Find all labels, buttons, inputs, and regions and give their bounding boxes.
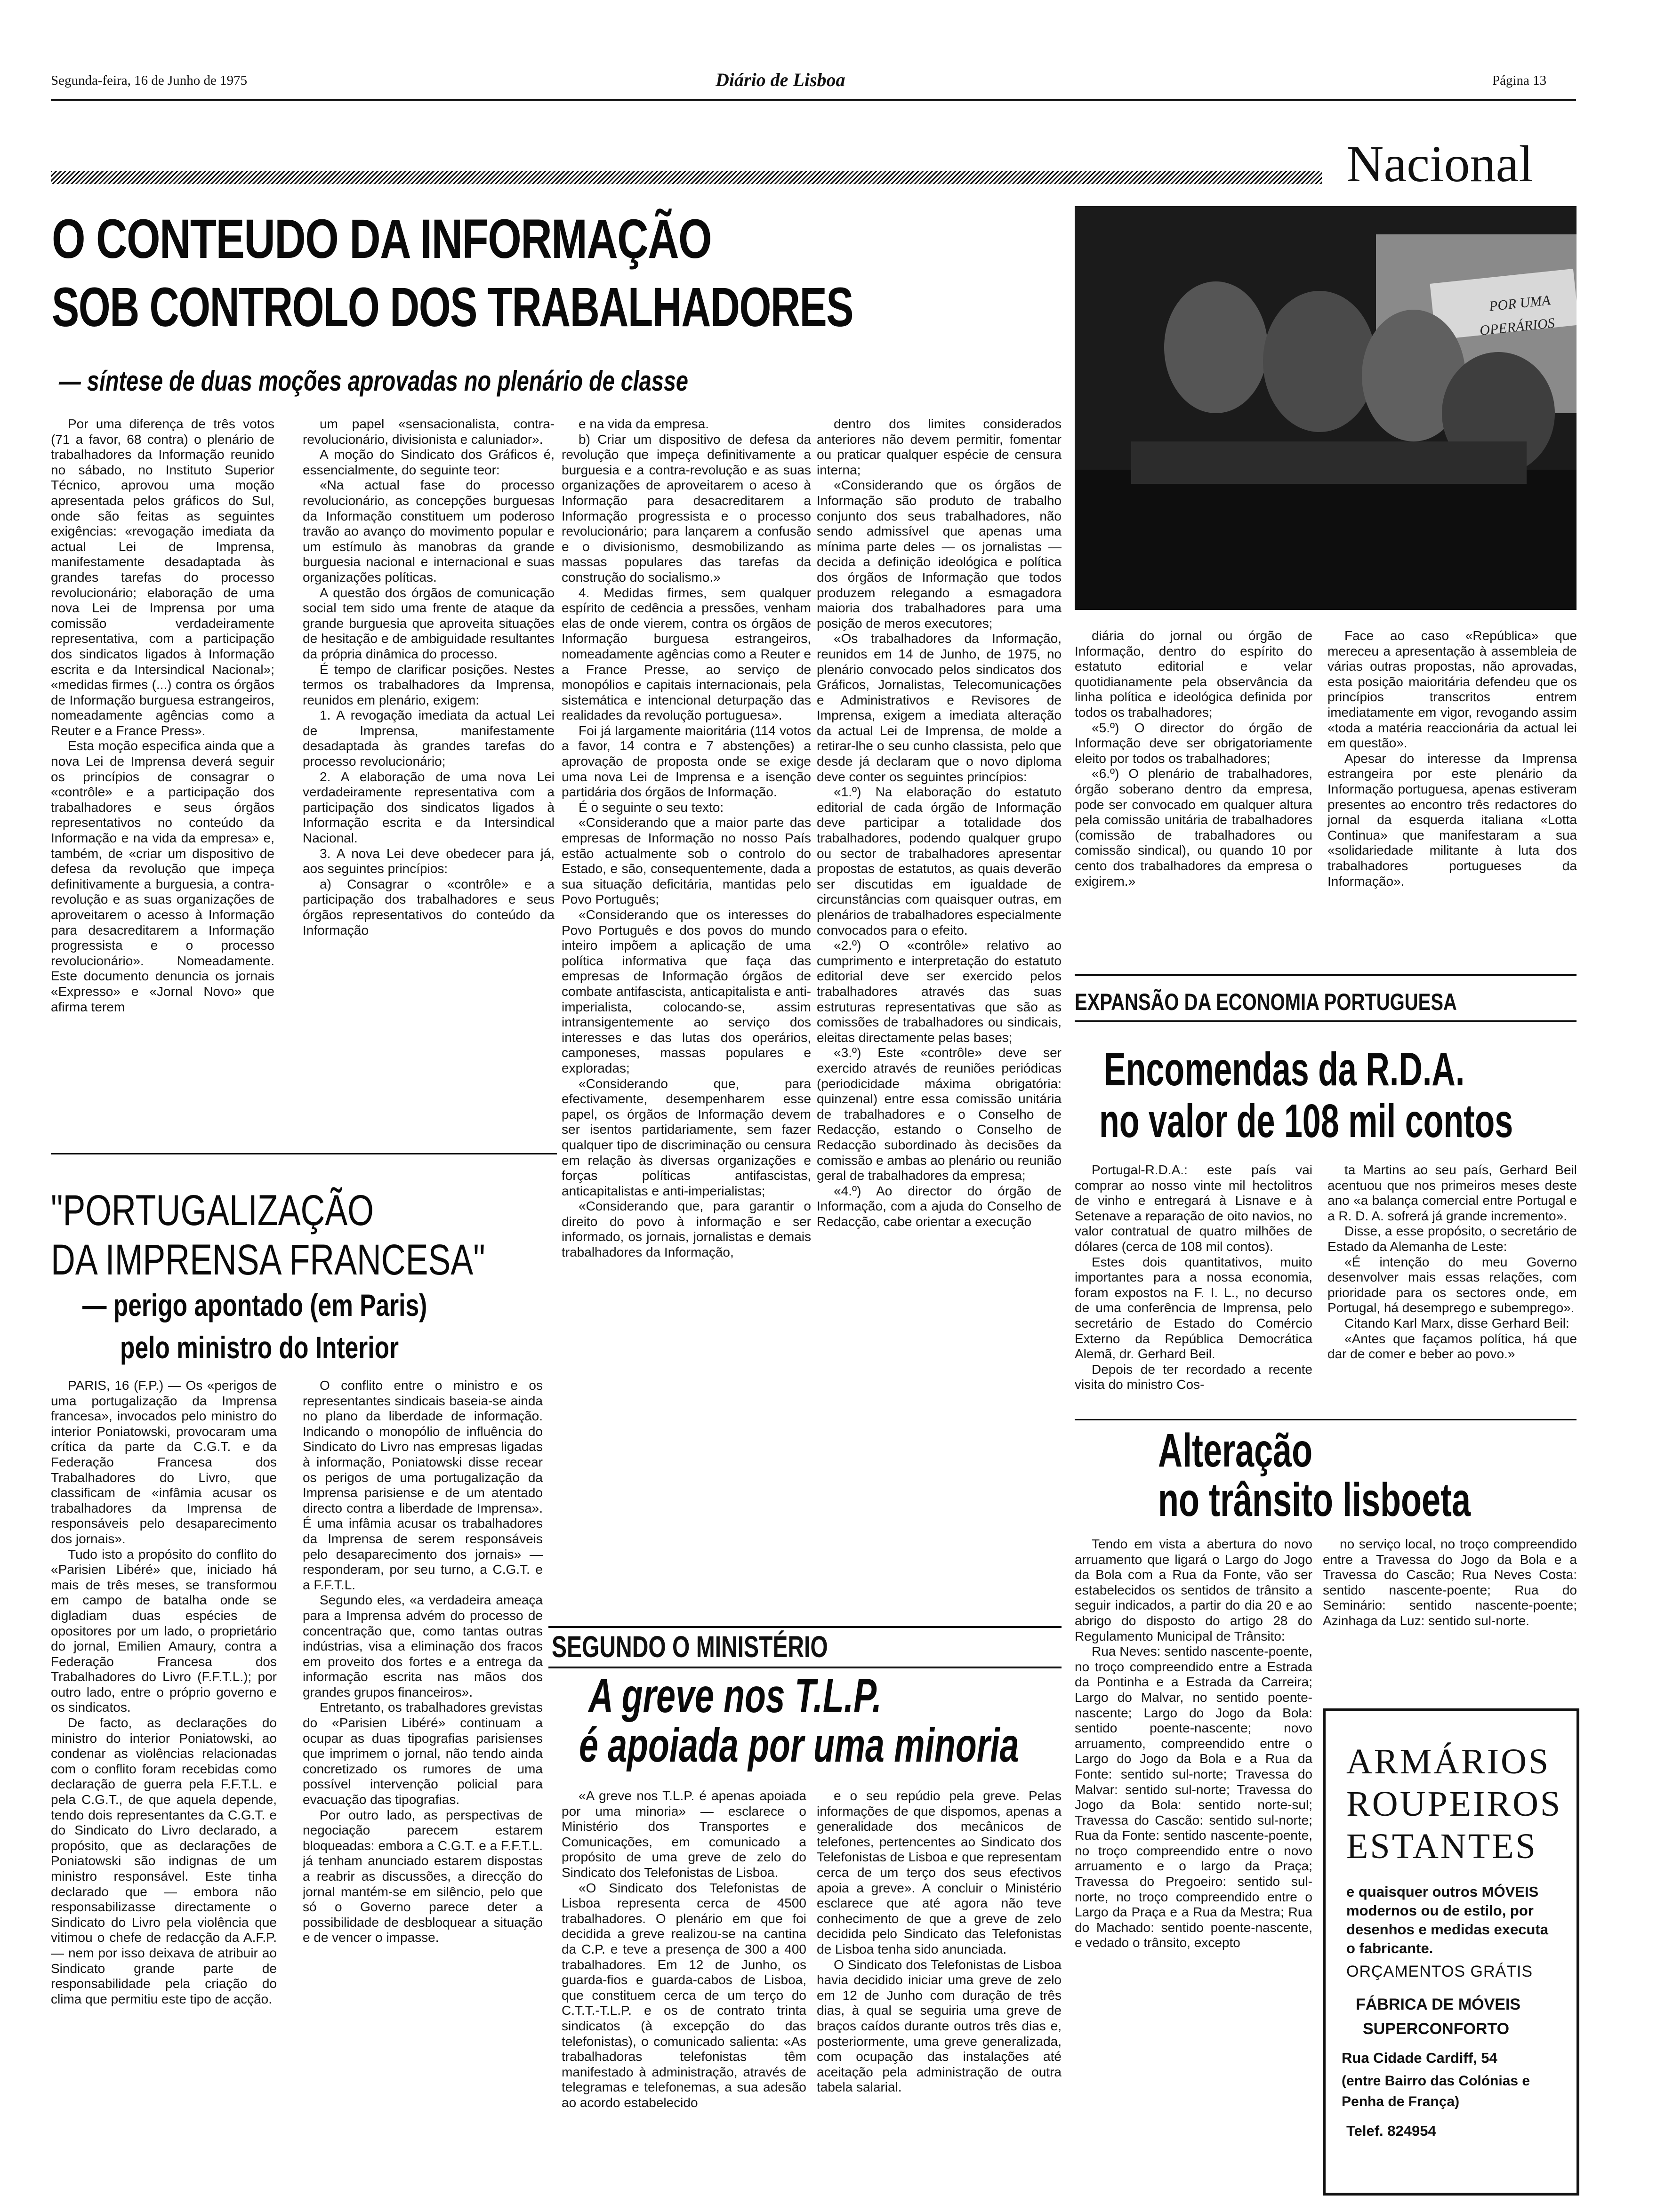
article1-col3-para2: b) Criar um dispositivo de defesa da revolução que impeça definitivamente a burguesia e a contra-revolução e as suas organizações de aproveitarem o aceso à Informação para desacreditarem a Informação progressista e o processo revolucionário; para lançarem a confusão e o divisionismo, desmobilizando as massas populares das tarefas da construção do socialismo.» — [562, 432, 811, 585]
article4-col2-para1: no serviço local, no troço compreendido entre a Travessa do Jogo da Bola e a Travessa do Cascão; Rua Neves Costa: sentido nascente-poente; Rua do Seminário: sentido nascente-poente; Azinhaga da Luz: sentido sul-norte. — [1323, 1537, 1577, 1628]
article1-col2-para7: 2. A elaboração de uma nova Lei verdadeiramente representativa com a participação dos sindicatos ligados à Informação escrita e da Intersindical Nacional. — [303, 769, 555, 846]
article1-col2-para9: a) Consagrar o «contrôle» e a participação dos trabalhadores e seus órgãos representativos do conteúdo da Informação — [303, 876, 555, 938]
article1-headline-line1: O CONTEUDO DA INFORMAÇÃO — [52, 208, 712, 270]
page-number: Página 13 — [1492, 73, 1547, 88]
ad-line2: ROUPEIROS — [1346, 1784, 1562, 1824]
article3-kicker-rule — [1075, 1020, 1577, 1022]
article1-col4-para3: «Os trabalhadores da Informação, reunidos em 14 de Junho, de 1975, no plenário convocado pelos sindicatos dos Gráficos, Jornalistas, Telecomunicações e Administrativos e Revisores de Imprensa, exigem a imediata alteração da actual Lei de Imprensa, de molde a retirar-lhe o seu cunho classista, pelo que desde já declaram que o novo diploma deve conter os seguintes princípios: — [817, 631, 1062, 784]
article1-column3 — [562, 417, 811, 1619]
article1-subhead: — síntese de duas moções aprovadas no plenário de classe — [59, 365, 688, 397]
article1-col3-para9: «Considerando que, para garantir o direito do povo à informação e ser informado, os jornais, jornalistas e demais trabalhadores da Informação, — [562, 1199, 811, 1260]
article2-column1 — [51, 1378, 277, 2195]
article5-col1-para1: «A greve nos T.L.P. é apenas apoiada por uma minoria» — esclarece o Ministério dos Transportes e Comunicações, em comunicado a propósito de uma greve de zelo do Sindicato dos Telefonistas de Lisboa. — [562, 1788, 806, 1880]
article5-column2 — [817, 1788, 1062, 2193]
article1-col4-para1: dentro dos limites considerados anteriores não devem permitir, fomentar ou praticar qualquer espécie de censura interna; — [817, 417, 1062, 477]
article1-col3-para7: «Considerando que os interesses do Povo Português e dos povos do mundo inteiro impõem a aplicação de uma política informativa que faça das empresas de Informação órgãos de combate antifascista, anticapitalista e anti-imperialista, colocando-se, assim intransigentemente ao serviço dos interesses e das lutas dos operários, camponeses, massas populares e exploradas; — [562, 907, 811, 1075]
article2-col2-para4: Por outro lado, as perspectivas de negociação parecem estarem bloqueadas: embora a C.G.T. e a F.F.T.L. já tenham anunciado estarem dispostas a reabrir as discussões, a direcção do jornal mantém-se em silêncio, pelo que só o Governo parece deter a possibilidade de desbloquear a situação e de vencer o impasse. — [303, 1807, 543, 1945]
issue-date: Segunda-feira, 16 de Junho de 1975 — [51, 73, 248, 88]
ad-body1: e quaisquer outros MÓVEIS modernos ou de estilo, por desenhos e medidas executa o fabricante. — [1346, 1883, 1549, 1956]
article3-col1-para3: Depois de ter recordado a recente visita do ministro Cos- — [1075, 1362, 1312, 1392]
article1-col2-para6: 1. A revogação imediata da actual Lei de Imprensa, manifestamente desadaptada às grandes tarefas do processo revolucionário; — [303, 708, 555, 769]
article2-subhead-line1: — perigo apontado (em Paris) — [82, 1288, 427, 1322]
article1-col3-para8: «Considerando que, para efectivamente, desempenharem esse papel, os órgãos de Informação devem ser isentos partidariamente, sem fazer qualquer tipo de discriminação ou censura em relação às diversas organizações e forças políticas antifascistas, anticapitalistas e anti-imperialistas; — [562, 1076, 811, 1198]
article5-col2-para2: O Sindicato dos Telefonistas de Lisboa havia decidido iniciar uma greve de zelo em 12 de Junho com duração de três dias, à qual se seguiria uma greve de braços caídos durante outros três dias e, posteriormente, uma greve generalizada, com ocupação das instalações até aceitação pela administração de outra tabela salarial. — [817, 1957, 1062, 2095]
article1-col3-para6: «Considerando que a maior parte das empresas de Informação no nosso País estão actualmente sob o controlo do Estado, e são, consequentemente, dada a sua situação deficitária, mantidas pelo Povo Português; — [562, 815, 811, 907]
article1-col4-para4: «1.º) Na elaboração do estatuto editorial de cada órgão de Informação deve participar a totalidade dos trabalhadores, podendo qualquer grupo ou sector de trabalhadores apresentar propostas de estatutos, as quais deverão ser discutidas em igualdade de circunstâncias com quaisquer outras, em plenários de trabalhadores especialmente convocados para o efeito. — [817, 785, 1062, 938]
article3-kicker: EXPANSÃO DA ECONOMIA PORTUGUESA — [1075, 989, 1457, 1015]
article1-headline-line2: SOB CONTROLO DOS TRABALHADORES — [52, 276, 853, 338]
article3-col2-para3: «É intenção do meu Governo desenvolver mais essas relações, com prioridade para os sectores onde, em Portugal, há desemprego e subemprego». — [1327, 1254, 1577, 1315]
article2-col2-para3: Entretanto, os trabalhadores grevistas do «Parisien Libéré» continuam a ocupar as duas tipografias parisienses que imprimem o jornal, não tendo ainda concretizado os rumores de uma possível intervenção policial para evacuação das tipografias. — [303, 1700, 543, 1807]
article1-col2-para8: 3. A nova Lei deve obedecer para já, aos seguintes princípios: — [303, 846, 555, 876]
article2-headline-line2: DA IMPRENSA FRANCESA" — [51, 1236, 485, 1284]
article1-col3-para5: É o seguinte o seu texto: — [579, 800, 724, 815]
article2-column2 — [303, 1378, 543, 2195]
ad-body6: (entre Bairro das Colónias e Penha de França) — [1342, 2073, 1530, 2109]
plenary-photo — [1075, 206, 1577, 610]
section-hatch-bar — [51, 171, 1322, 184]
article2-col2-para2: Segundo eles, «a verdadeira ameaça para a Imprensa advém do processo de concentração que, como tantas outras indústrias, visa a eliminação dos fracos em proveito dos fortes e a entrega da informação escrita nas mãos dos grandes grupos financeiros». — [303, 1593, 543, 1699]
ad-body4: SUPERCONFORTO — [1363, 2020, 1510, 2038]
newspaper-name: Diário de Lisboa — [716, 69, 845, 90]
article1-col3-para4: Foi já largamente maioritária (114 votos a favor, 14 contra e 7 abstenções) a aprovação de proposta onde se exige uma nova Lei de Imprensa e a isenção partidária dos órgãos de Informação. — [562, 723, 811, 800]
article3-col2-para4: Citando Karl Marx, disse Gerhard Beil: — [1344, 1315, 1569, 1330]
article4-column2 — [1323, 1537, 1577, 1683]
article1-column2 — [303, 417, 555, 1158]
masthead-rule — [51, 99, 1576, 101]
article5-headline-line1: A greve nos T.L.P. — [588, 1669, 882, 1723]
section-title: Nacional — [1346, 135, 1534, 192]
article2-col1-para1: PARIS, 16 (F.P.) — Os «perigos de uma portugalização da Imprensa francesa», invocados pelo ministro do interior Poniatowski, provocaram uma crítica da parte da C.G.T. e da Federação Francesa dos Trabalhadores do Livro, que classificam de «infâmia acusar os trabalhadores da Imprensa de responsáveis pelo desaparecimento dos jornais». — [51, 1378, 277, 1546]
article4-headline-line1: Alteração — [1158, 1424, 1313, 1477]
article1-col5-para2: «5.º) O director do órgão de Informação deve ser obrigatoriamente eleito por todos os trabalhadores; — [1075, 720, 1312, 766]
article4-col1-para2: Rua Neves: sentido nascente-poente, no troço compreendido entre a Estrada da Pontinha e a Estrada da Carreira; Largo do Malvar, no sentido poente-nascente; Largo do Jogo da Bola: sentido poente-nascente; novo arruamento, compreendido entre o Largo do Jogo da Bola e a Rua da Fonte: sentido sul-norte; Travessa do Malvar: sentido sul-norte; Travessa do Jogo da Bola: sentido norte-sul; Travessa do Cascão: sentido sul-norte; Rua da Fonte: sentido nascente-poente, no troço compreendido entre o novo arruamento e o largo da Praça; Travessa do Pregoeiro: sentido sul-norte, no troço compreendido entre o Largo da Praça e a Rua da Mestra; Rua do Machado: sentido poente-nascente, e vedado o trânsito, excepto — [1075, 1644, 1312, 1950]
ad-body3: FÁBRICA DE MÓVEIS — [1356, 1996, 1521, 2013]
article2-col1-para2: Tudo isto a propósito do conflito do «Parisien Libéré» que, iniciado há mais de três meses, se transformou em campo de batalha onde se digladiam duas espécies de opositores por um lado, o proprietário do jornal, Emilien Amaury, contra a Federação Francesa dos Trabalhadores do Livro (F.F.T.L.); por outro lado, entre o próprio governo e os sindicatos. — [51, 1547, 277, 1715]
article3-headline-line1: Encomendas da R.D.A. — [1104, 1043, 1465, 1096]
ad-line1: ARMÁRIOS — [1346, 1742, 1551, 1781]
article1-col3-para1: e na vida da empresa. — [579, 417, 709, 431]
article1-col5-para1: diária do jornal ou órgão de Informação, dentro do espírito do estatuto editorial e velar quotidianamente pela observância da linha política e ideológica definida por todos os trabalhadores; — [1075, 628, 1312, 720]
article5-column1 — [562, 1788, 806, 2193]
article2-col1-para3: De facto, as declarações do ministro do interior Poniatowski, ao condenar as violências relacionadas com o conflito foram recebidas como declaração de guerra pela F.F.T.L. e pela C.G.T., de que aquela depende, tendo dois representantes da C.G.T. e do Sindicato do Livro declarado, a propósito, que as declarações de Poniatowski são indignas de um ministro responsável. Este tinha declarado que — embora não responsabilizasse directamente o Sindicato do Livro pela violência que vitimou o chefe de redacção da A.F.P. — nem por isso deixava de atribuir ao Sindicato grande parte de responsabilidade pela criação do clima que permitiu este tipo de acção. — [51, 1715, 277, 2006]
article1-col1-para2: Esta moção especifica ainda que a nova Lei de Imprensa deverá seguir os princípios de consagrar o «contrôle» e a participação dos trabalhadores e seus órgãos representativos no conteúdo da Informação e na vida da empresa» e, também, de «criar um dispositivo de defesa da revolução que impeça definitivamente a burguesia, a contra-revolução e as suas organizações de aproveitarem o acesso à Informação para desacreditarem a Informação progressista e o processo revolucionário». Nomeadamente. Este documento denuncia os jornais «Expresso» e «Jornal Novo» que afirma terem — [51, 738, 274, 1014]
article2-subhead-line2: pelo ministro do Interior — [120, 1330, 399, 1365]
article3-headline-line2: no valor de 108 mil contos — [1099, 1095, 1513, 1147]
article4-top-rule — [1075, 1419, 1577, 1420]
article2-top-rule — [51, 1153, 557, 1154]
article3-col1-para1: Portugal-R.D.A.: este país vai comprar ao nosso vinte mil hectolitros de vinho e entregará à Lisnave e à Setenave a reparação de oito navios, no valor contratual de quatro milhões de dólares (cerca de 108 mil contos). — [1075, 1162, 1312, 1254]
article1-column4 — [817, 417, 1062, 1619]
article1-col6-para2: Apesar do interesse da Imprensa estrangeira por este plenário da Informação portuguesa, apenas estiveram presentes ao encontro três redactores do jornal da esquerda italiana «Lotta Continua» que manifestaram a sua «solidariedade militante à luta dos trabalhadores portugueses da Informação». — [1327, 751, 1577, 889]
ad-line3: ESTANTES — [1346, 1827, 1537, 1866]
article3-col1-para2: Estes dois quantitativos, muito importantes para a nossa economia, foram expostos na F. I. L., no decurso de uma conferência de Imprensa, pelo secretário de Estado do Comércio Externo da República Democrática Alemã, dr. Gerhard Beil. — [1075, 1254, 1312, 1362]
article1-col2-para3: «Na actual fase do processo revolucionário, as concepções burguesas da Informação constituem um poderoso travão ao avanço do movimento popular e um estímulo às manobras da grande burguesia nacional e internacional e suas organizações políticas. — [303, 478, 555, 585]
article1-col2-para1: um papel «sensacionalista, contra-revolucionário, divisionista e caluniador». — [303, 417, 555, 447]
article4-headline-line2: no trânsito lisboeta — [1158, 1474, 1471, 1526]
article3-col2-para1: ta Martins ao seu país, Gerhard Beil acentuou que nos primeiros meses deste ano «a balança comercial entre Portugal e a R. D. A. sofrerá já grande incremento». — [1327, 1162, 1577, 1223]
plenary-photo-image — [1075, 206, 1577, 610]
article5-col1-para2: «O Sindicato dos Telefonistas de Lisboa representa cerca de 4500 trabalhadores. O plenário em que foi decidida a greve realizou-se na cantina da C.P. e teve a presença de 300 a 400 trabalhadores. Em 12 de Junho, os guarda-fios e guarda-cabos de Lisboa, que constituem cerca de um terço do C.T.T.-T.L.P. e os de contrato trinta sindicatos (à excepção do das telefonistas), o comunicado salienta: «As trabalhadoras telefonistas têm manifestado à administração, através de telegramas e telefonemas, a sua adesão ao acordo estabelecido — [562, 1880, 806, 2110]
ad-body5: Rua Cidade Cardiff, 54 — [1342, 2050, 1497, 2066]
article3-column1 — [1075, 1162, 1312, 1407]
article1-col4-para2: «Considerando que os órgãos de Informação são produto de trabalho conjunto dos seus trabalhadores, não sendo admissível que apenas uma mínima parte deles — os jornalistas — decida a definição ideológica e política dos órgãos de Informação que todos produzem relegando a esmagadora maioria dos trabalhadores para uma posição de meros executores; — [817, 478, 1062, 631]
photo-banner-text2: OPERÁRIOS — [1479, 315, 1556, 339]
article2-headline-line1: "PORTUGALIZAÇÃO — [51, 1186, 374, 1234]
article1-col3-para3: 4. Medidas firmes, sem qualquer espírito de cedência a pressões, venham elas de onde vierem, contra os órgãos de Informação burguesa estrangeiros, nomeadamente agências como a Reuter e a France Presse, ao serviço de monopólios e capitais internacionais, pela sistemática e intencional deturpação das realidades da revolução portuguesa». — [562, 585, 811, 723]
article4-col1-para1: Tendo em vista a abertura do novo arruamento que ligará o Largo do Jogo da Bola com a Rua da Fonte, vão ser estabelecidos os sentidos de trânsito a seguir indicados, a partir do dia 20 e ao abrigo do disposto do artigo 28 do Regulamento Municipal de Trânsito: — [1075, 1537, 1312, 1643]
article5-headline-line2: é apoiada por uma minoria — [579, 1718, 1019, 1772]
article2-col2-para1: O conflito entre o ministro e os representantes sindicais baseia-se ainda no plano da liberdade de informação. Indicando o monopólio de influência do Sindicato do Livro nas empresas ligadas à informação, Poniatowski disse recear os perigos de uma portugalização da Imprensa parisiense e de um atentado directo contra a liberdade de Imprensa». É uma infâmia acusar os trabalhadores da Imprensa de serem responsáveis pelo desaparecimento dos jornais» — responderam, por seu turno, a C.G.T. e a F.F.T.L. — [303, 1378, 543, 1592]
article1-col2-para4: A questão dos órgãos de comunicação social tem sido uma frente de ataque da grande burguesia que aproveita situações de hesitação e de ambiguidade resultantes da própria dinâmica do processo. — [303, 585, 555, 661]
article3-column2 — [1327, 1162, 1577, 1407]
article5-col2-para1: e o seu repúdio pela greve. Pelas informações de que dispomos, apenas a generalidade dos mecânicos de telefones, pertencentes ao Sindicato dos Telefonistas de Lisboa e que representam cerca de um terço dos seus efectivos apoia a greve». A concluir o Ministério esclarece que até agora não teve conhecimento de que a greve de zelo decidida pelo Sindicato das Telefonistas de Lisboa tenha sido anunciada. — [817, 1788, 1062, 1956]
article1-col1-para1: Por uma diferença de três votos (71 a favor, 68 contra) o plenário de trabalhadores da Informação reunido no sábado, no Instituto Superior Técnico, aprovou uma moção apresentada pelos gráficos do Sul, onde são feitas as seguintes exigências: «revogação imediata da actual Lei de Imprensa, manifestamente desadaptada às grandes tarefas do processo revolucionário; elaboração de uma nova Lei de Imprensa por uma comissão verdadeiramente representativa, com a participação dos sindicatos ligados à Informação escrita e da Intersindical Nacional»; «medidas firmes (...) contra os órgãos de Informação burguesa estrangeiros, nomeadamente agências como a Reuter e a France Press». — [51, 417, 274, 738]
article3-col2-para2: Disse, a esse propósito, o secretário de Estado da Alemanha de Leste: — [1327, 1224, 1577, 1254]
ad-body2: ORÇAMENTOS GRÁTIS — [1346, 1963, 1533, 1980]
article1-col2-para5: É tempo de clarificar posições. Nestes termos os trabalhadores da Imprensa, reunidos em plenário, exigem: — [303, 662, 555, 707]
article1-column6 — [1327, 628, 1577, 967]
article1-column1 — [51, 417, 274, 1158]
article3-col2-para5: «Antes que façamos política, há que dar de comer e beber ao povo.» — [1327, 1331, 1577, 1362]
ad-body7: Telef. 824954 — [1346, 2123, 1436, 2139]
article1-col4-para5: «2.º) O «contrôle» relativo ao cumprimento e interpretação do estatuto editorial deve ser exercido pelos trabalhadores através das suas estruturas representativas que são as comissões de trabalhadores ou sindicais, eleitas directamente pelas bases; — [817, 938, 1062, 1045]
article1-col6-para1: Face ao caso «República» que mereceu a apresentação à assembleia de várias outras propostas, não aprovadas, esta posição maioritária defendeu que os princípios transcritos entrem imediatamente em vigor, revogando assim «toda a matéria reaccionária da actual lei em questão». — [1327, 628, 1577, 751]
article1-col5-para3: «6.º) O plenário de trabalhadores, órgão soberano dentro da empresa, pode ser convocado em qualquer altura pela comissão unitária de trabalhadores (comissão de trabalhadores ou comissão sindical), ou quando 10 por cento dos trabalhadores da empresa o exigirem.» — [1075, 766, 1312, 889]
article1-col2-para2: A moção do Sindicato dos Gráficos é, essencialmente, do seguinte teor: — [303, 447, 555, 477]
article5-kicker: SEGUNDO O MINISTÉRIO — [552, 1630, 828, 1664]
article3-top-rule — [1075, 974, 1577, 976]
photo-banner-text1: POR UMA — [1488, 292, 1552, 314]
article1-column5 — [1075, 628, 1312, 967]
article1-col4-para7: «4.º) Ao director do órgão de Informação, com a ajuda do Conselho de Redacção, cabe orientar a execução — [817, 1183, 1062, 1229]
article1-col4-para6: «3.º) Este «contrôle» deve ser exercido através de reuniões periódicas (periodicidade máxima obrigatória: quinzenal) entre essa comissão unitária de trabalhadores e o Conselho de Redacção, estando o Conselho de Redacção subordinado às decisões da comissão e ambas ao plenário ou reunião geral de trabalhadores da empresa; — [817, 1045, 1062, 1183]
article4-column1 — [1075, 1537, 1312, 2193]
